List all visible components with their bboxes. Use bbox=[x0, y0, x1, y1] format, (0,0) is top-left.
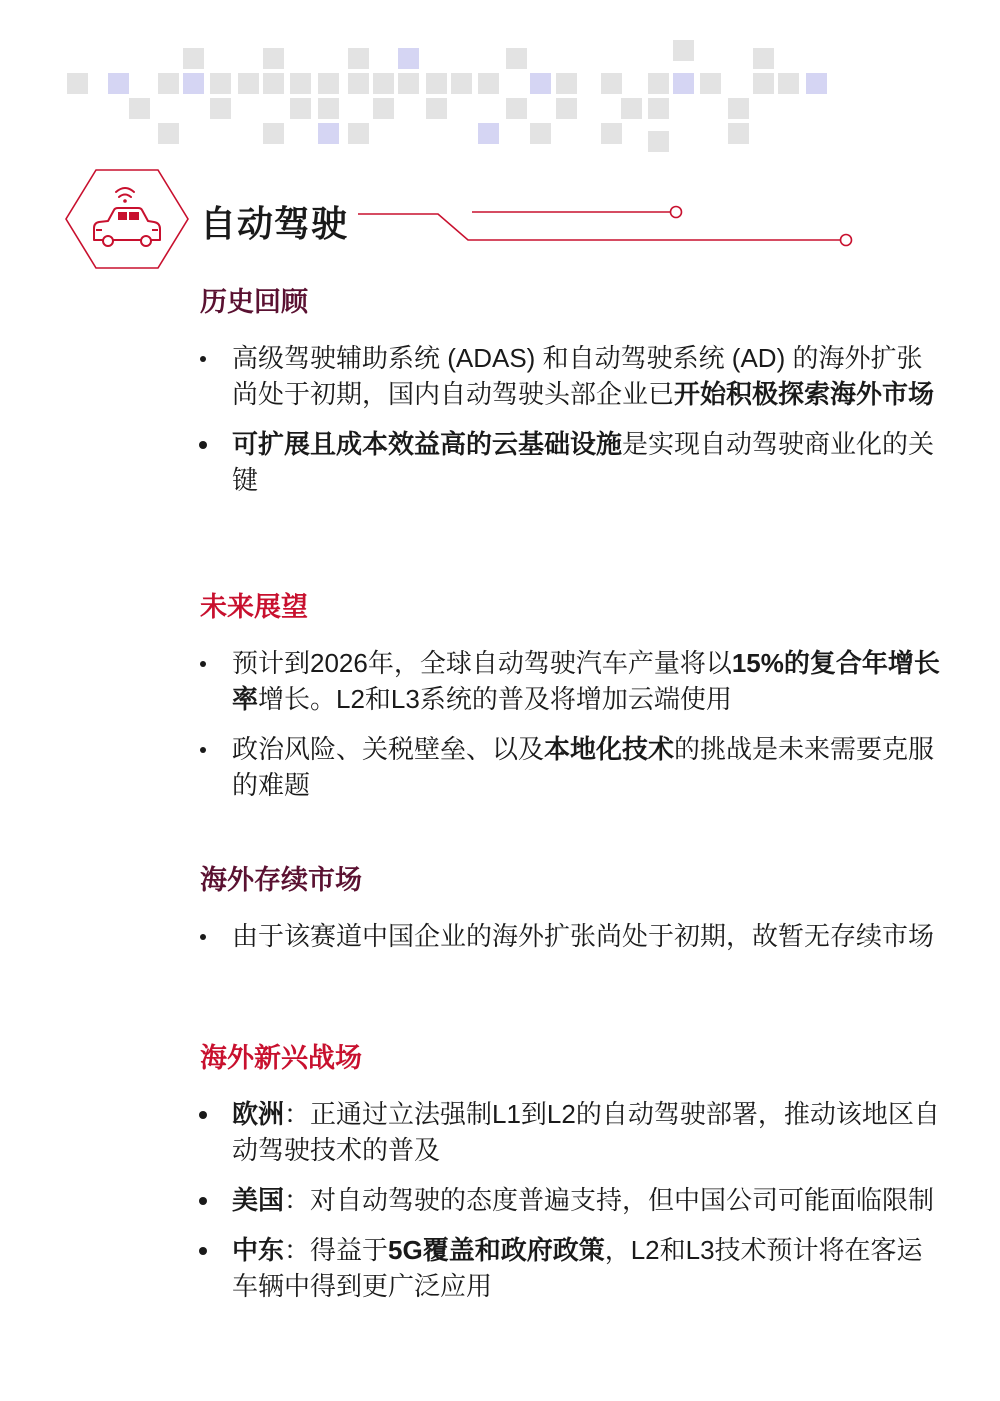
emphasis-text: 开始积极探索海外市场 bbox=[674, 379, 935, 409]
pixel-square bbox=[398, 48, 419, 69]
list-item bbox=[200, 426, 940, 498]
emphasis-text: 美国 bbox=[232, 1185, 285, 1215]
section-existing-markets bbox=[200, 862, 940, 968]
item-text: 是实现自动驾驶商业化的关键 bbox=[232, 429, 935, 495]
pixel-square bbox=[183, 73, 204, 94]
pixel-square bbox=[728, 98, 749, 119]
pixel-square bbox=[530, 123, 551, 144]
pixel-square bbox=[108, 73, 129, 94]
list-item bbox=[200, 340, 940, 412]
pixel-square bbox=[506, 98, 527, 119]
list-item bbox=[200, 1182, 940, 1218]
section-heading: 海外存续市场 bbox=[200, 865, 362, 895]
pixel-square bbox=[318, 98, 339, 119]
pixel-square bbox=[673, 73, 694, 94]
pixel-square bbox=[806, 73, 827, 94]
section-outlook bbox=[200, 589, 940, 817]
section-heading: 未来展望 bbox=[200, 592, 308, 622]
item-text: 高级驾驶辅助系统 (ADAS) 和自动驾驶系统 (AD) 的海外扩张尚处于初期，国内自动驾驶头部企业已 bbox=[232, 343, 923, 409]
pixel-square bbox=[183, 48, 204, 69]
pixel-square bbox=[648, 98, 669, 119]
pixel-square bbox=[426, 73, 447, 94]
pixel-square bbox=[263, 123, 284, 144]
list-item bbox=[200, 645, 940, 717]
pixel-square bbox=[700, 73, 721, 94]
pixel-square bbox=[478, 123, 499, 144]
section-emerging-markets bbox=[200, 1040, 940, 1318]
bullet-list bbox=[200, 918, 940, 954]
pixel-square bbox=[556, 73, 577, 94]
pixel-square bbox=[753, 73, 774, 94]
bullet-list bbox=[200, 645, 940, 803]
item-text: 的挑战是未来需要克服的难题 bbox=[232, 734, 935, 800]
pixel-square bbox=[210, 98, 231, 119]
pixel-square bbox=[318, 73, 339, 94]
pixel-square bbox=[129, 98, 150, 119]
bullet-list bbox=[200, 340, 940, 498]
pixel-square bbox=[530, 73, 551, 94]
pixel-square bbox=[373, 98, 394, 119]
list-item bbox=[200, 731, 940, 803]
pixel-square bbox=[290, 98, 311, 119]
pixel-square bbox=[290, 73, 311, 94]
emphasis-text: 5G覆盖和政府政策 bbox=[388, 1235, 605, 1265]
section-heading: 历史回顾 bbox=[200, 287, 308, 317]
pixel-square bbox=[601, 123, 622, 144]
item-text: ，L2和L3技术预计将在客运车辆中得到更广泛应用 bbox=[232, 1235, 923, 1301]
pixel-square bbox=[67, 73, 88, 94]
pixel-square bbox=[673, 40, 694, 61]
pixel-square bbox=[478, 73, 499, 94]
pixel-square bbox=[318, 123, 339, 144]
pixel-square bbox=[398, 73, 419, 94]
emphasis-text: 可扩展且成本效益高的云基础设施 bbox=[232, 429, 623, 459]
page-title: 自动驾驶 bbox=[200, 203, 349, 244]
pixel-square bbox=[506, 48, 527, 69]
emphasis-text: 本地化技术 bbox=[544, 734, 675, 764]
pixel-square bbox=[648, 131, 669, 152]
item-text: ：得益于 bbox=[284, 1235, 389, 1265]
pixel-square bbox=[158, 73, 179, 94]
car-wifi-icon bbox=[64, 168, 190, 270]
pixel-square bbox=[753, 48, 774, 69]
pixel-square bbox=[426, 98, 447, 119]
pixel-square bbox=[238, 73, 259, 94]
pixel-square bbox=[728, 123, 749, 144]
pixel-square bbox=[263, 73, 284, 94]
item-text: ：对自动驾驶的态度普遍支持，但中国公司可能面临限制 bbox=[284, 1185, 935, 1215]
item-text: ：正通过立法强制L1到L2的自动驾驶部署，推动该地区自动驾驶技术的普及 bbox=[232, 1099, 940, 1165]
list-item bbox=[200, 1096, 940, 1168]
emphasis-text: 中东 bbox=[232, 1235, 285, 1265]
pixel-square bbox=[601, 73, 622, 94]
item-text: 增长。L2和L3系统的普及将增加云端使用 bbox=[258, 684, 732, 714]
pixel-square bbox=[348, 123, 369, 144]
pixel-square bbox=[158, 123, 179, 144]
list-item bbox=[200, 918, 940, 954]
pixel-square bbox=[263, 48, 284, 69]
pixel-square bbox=[348, 73, 369, 94]
pixel-square bbox=[373, 73, 394, 94]
pixel-square bbox=[621, 98, 642, 119]
item-text: 预计到2026年，全球自动驾驶汽车产量将以 bbox=[232, 648, 732, 678]
pixel-square bbox=[348, 48, 369, 69]
item-text: 由于该赛道中国企业的海外扩张尚处于初期，故暂无存续市场 bbox=[232, 921, 935, 951]
pixel-square bbox=[648, 73, 669, 94]
section-heading: 海外新兴战场 bbox=[200, 1043, 362, 1073]
pixel-square bbox=[778, 73, 799, 94]
bullet-list bbox=[200, 1096, 940, 1304]
pixel-square bbox=[451, 73, 472, 94]
circuit-lines-decoration bbox=[350, 198, 870, 254]
pixel-square bbox=[556, 98, 577, 119]
emphasis-text: 15%的复合年增长率 bbox=[232, 648, 940, 714]
pixel-square bbox=[210, 73, 231, 94]
section-history bbox=[200, 284, 940, 512]
list-item bbox=[200, 1232, 940, 1304]
emphasis-text: 欧洲 bbox=[232, 1099, 285, 1129]
item-text: 政治风险、关税壁垒、以及 bbox=[232, 734, 545, 764]
